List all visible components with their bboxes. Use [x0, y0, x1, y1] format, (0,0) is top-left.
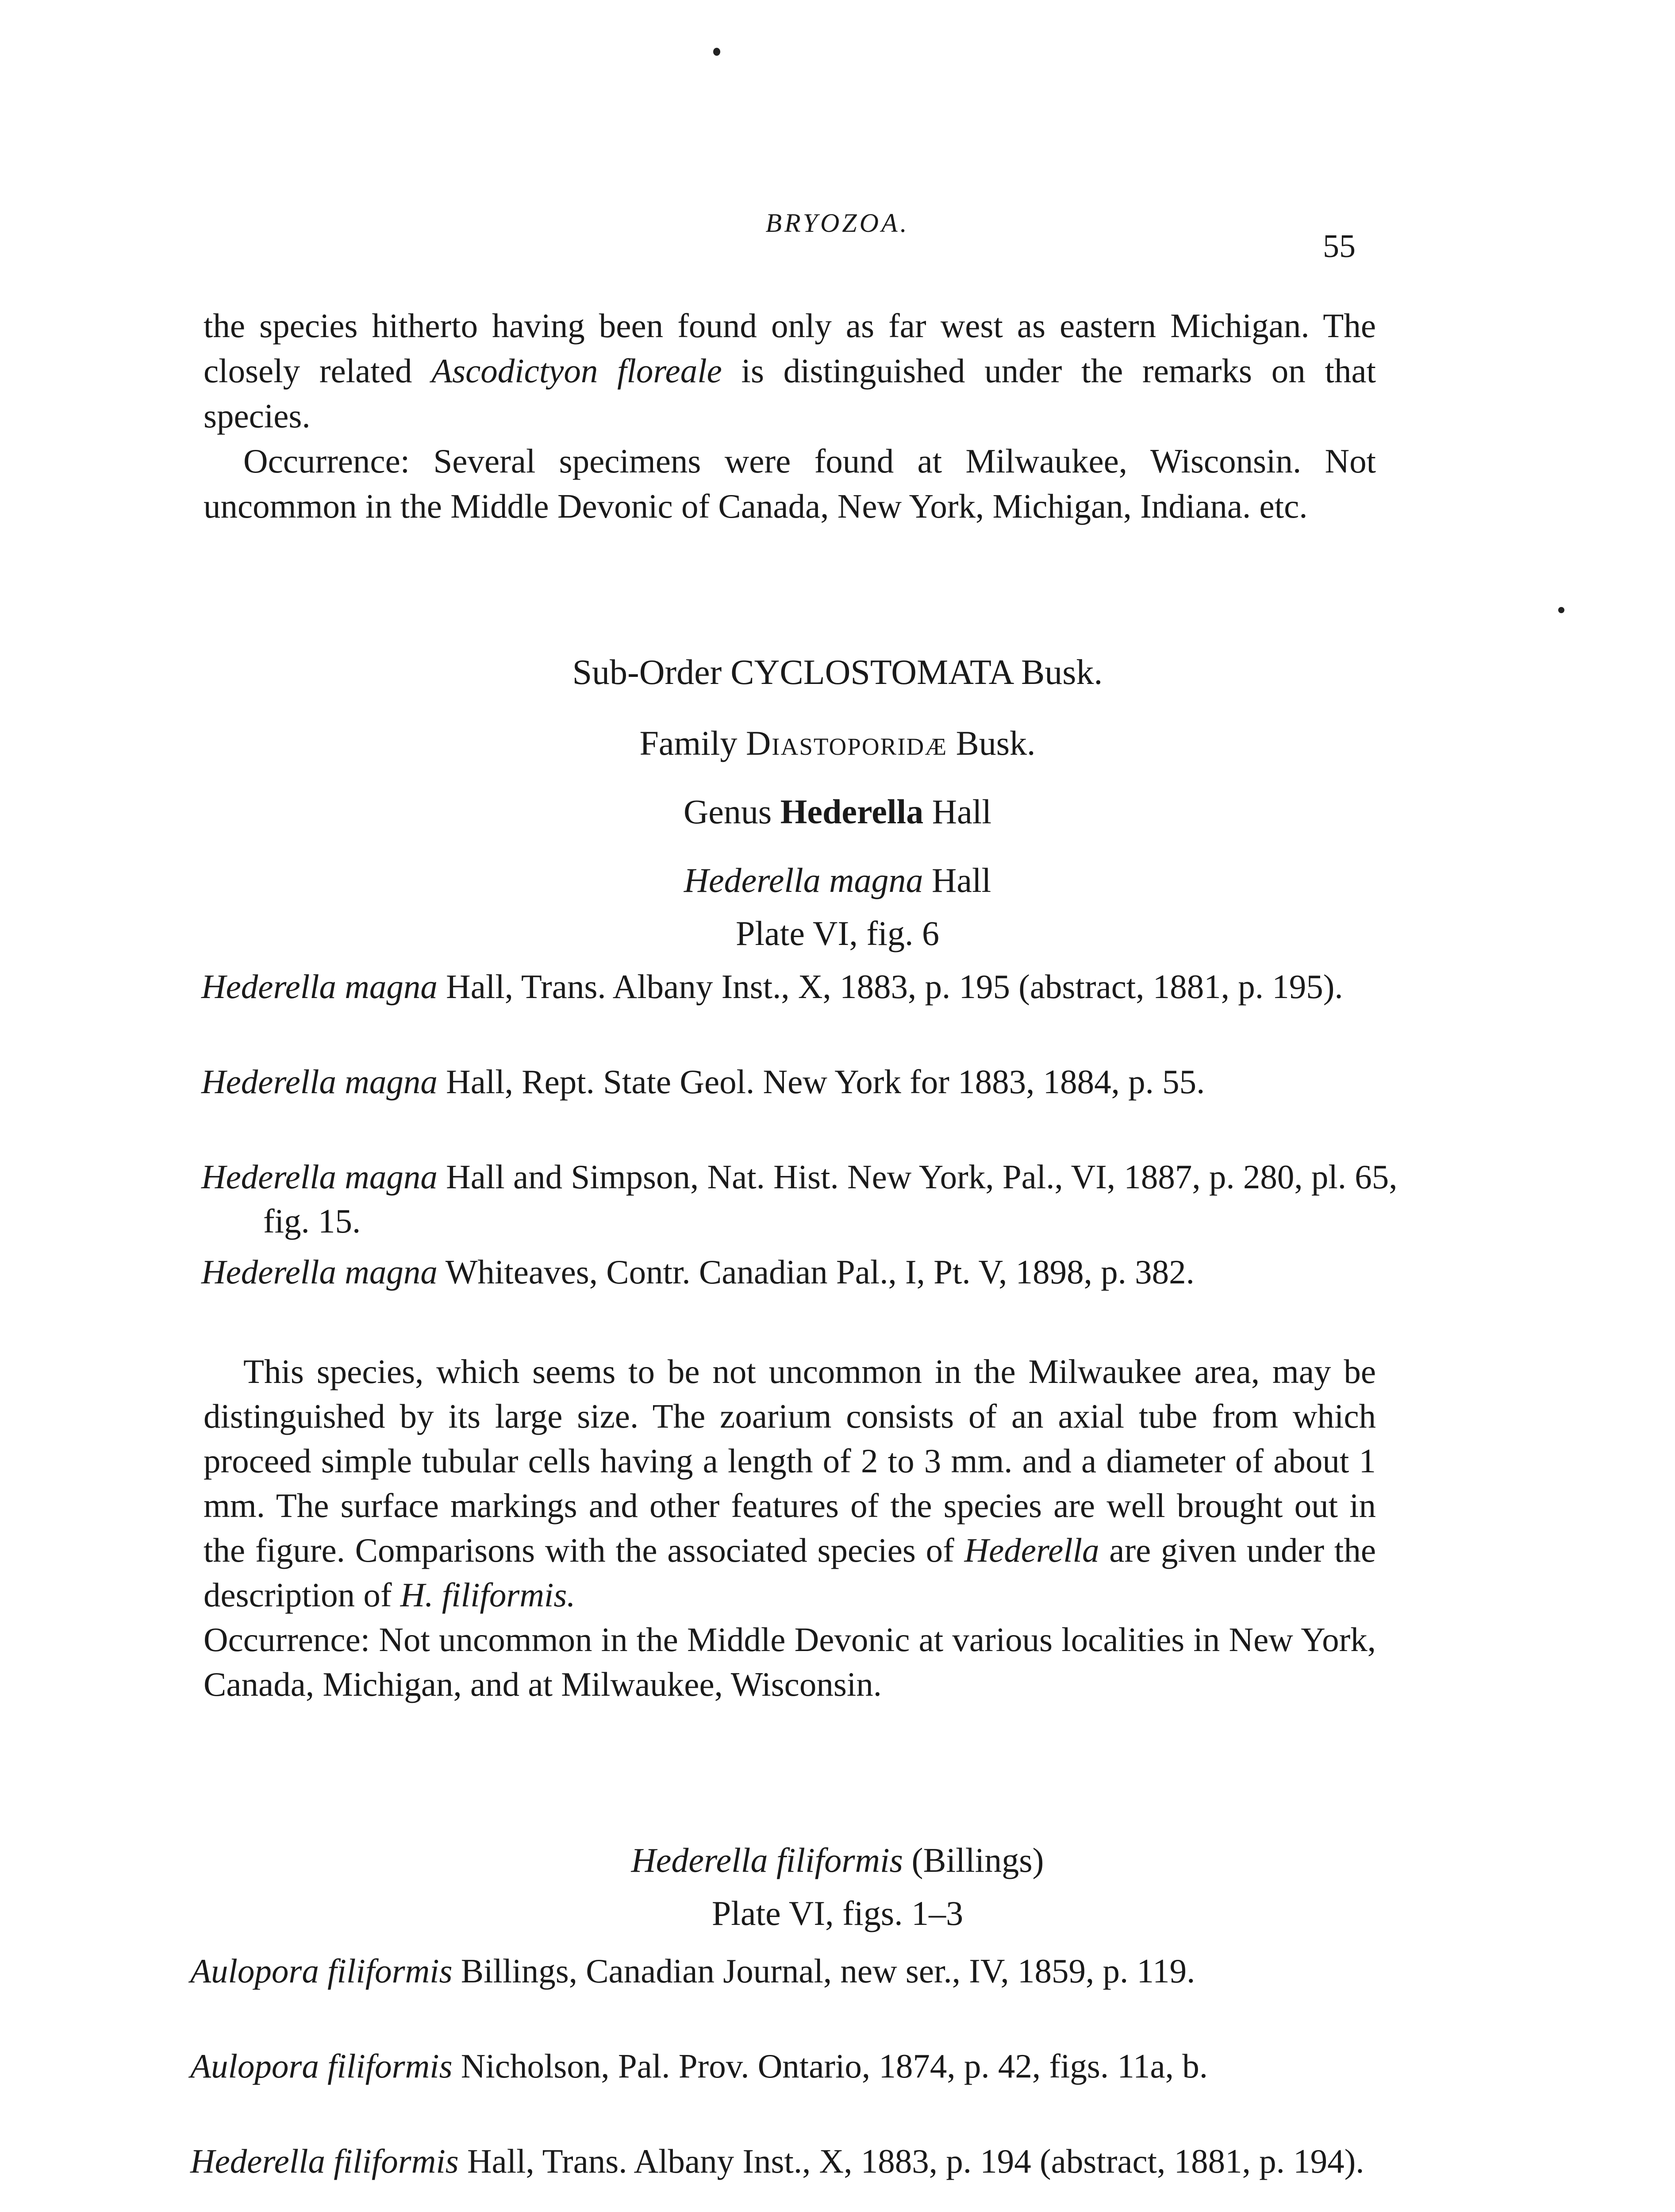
genus-heading: Genus Hederella Hall — [683, 792, 992, 831]
synonymy-entry: Aulopora filiformis Nicholson, Pal. Prov. Ontario, 1874, p. 42, figs. 11a, b. — [190, 2047, 1208, 2085]
intro-occurrence: Occurrence: Several specimens were found at Milwaukee, Wisconsin. Not uncommon in the Middle Devonic of Canada, New York, Michigan, Indiana. etc. — [204, 442, 1376, 525]
species-heading: Hederella magna Hall — [684, 861, 991, 899]
synonymy-entry: Hederella magna Hall and Simpson, Nat. Hist. New York, Pal., VI, 1887, p. 280, pl. 65, fig. 15. — [201, 1158, 1398, 1240]
plate-reference: Plate VI, figs. 1–3 — [711, 1894, 964, 1932]
running-head: BRYOZOA. — [765, 208, 910, 238]
intro-paragraph — [204, 303, 1376, 529]
suborder-heading: Sub-Order CYCLOSTOMATA Busk. — [572, 653, 1103, 692]
species-heading: Hederella filiformis (Billings) — [631, 1841, 1044, 1879]
occurrence-text: Occurrence: Not uncommon in the Middle Devonic at various localities in New York, Canada, Michigan, and at Milwaukee, Wisconsin. — [204, 1621, 1376, 1703]
ink-speck — [1558, 607, 1564, 613]
species-description — [204, 1349, 1376, 1707]
synonymy-entry: Hederella magna Hall, Rept. State Geol. New York for 1883, 1884, p. 55. — [201, 1063, 1205, 1101]
synonymy-entry: Aulopora filiformis Billings, Canadian Journal, new ser., IV, 1859, p. 119. — [190, 1952, 1195, 1990]
synonymy-entry: Hederella magna Whiteaves, Contr. Canadian Pal., I, Pt. V, 1898, p. 382. — [201, 1253, 1195, 1291]
synonymy-entry: Hederella magna Hall, Trans. Albany Inst., X, 1883, p. 195 (abstract, 1881, p. 195). — [201, 968, 1343, 1006]
family-heading: Family Diastoporidæ Busk. — [639, 724, 1036, 762]
page-number: 55 — [1323, 228, 1356, 265]
synonymy-entry: Hederella filiformis Hall, Trans. Albany Inst., X, 1883, p. 194 (abstract, 1881, p. 194). — [190, 2142, 1364, 2180]
ink-speck — [713, 48, 720, 56]
description-text: This species, which seems to be not uncommon in the Milwaukee area, may be distinguished by its large size. The zoarium consists of an axial tube from which proceed simple tubular cells having a length of 2 to 3 mm. and a diameter of about 1 mm. The surface markings and other features of the species are well brought out in the figure. Comparisons with the associated species of Hederella are given under the description of H. filiformis. — [204, 1352, 1376, 1614]
plate-reference: Plate VI, fig. 6 — [735, 914, 939, 952]
intro-text: the species hitherto having been found only as far west as eastern Michigan. The closely related Ascodictyon floreale is distinguished under the remarks on that species. — [204, 307, 1376, 435]
